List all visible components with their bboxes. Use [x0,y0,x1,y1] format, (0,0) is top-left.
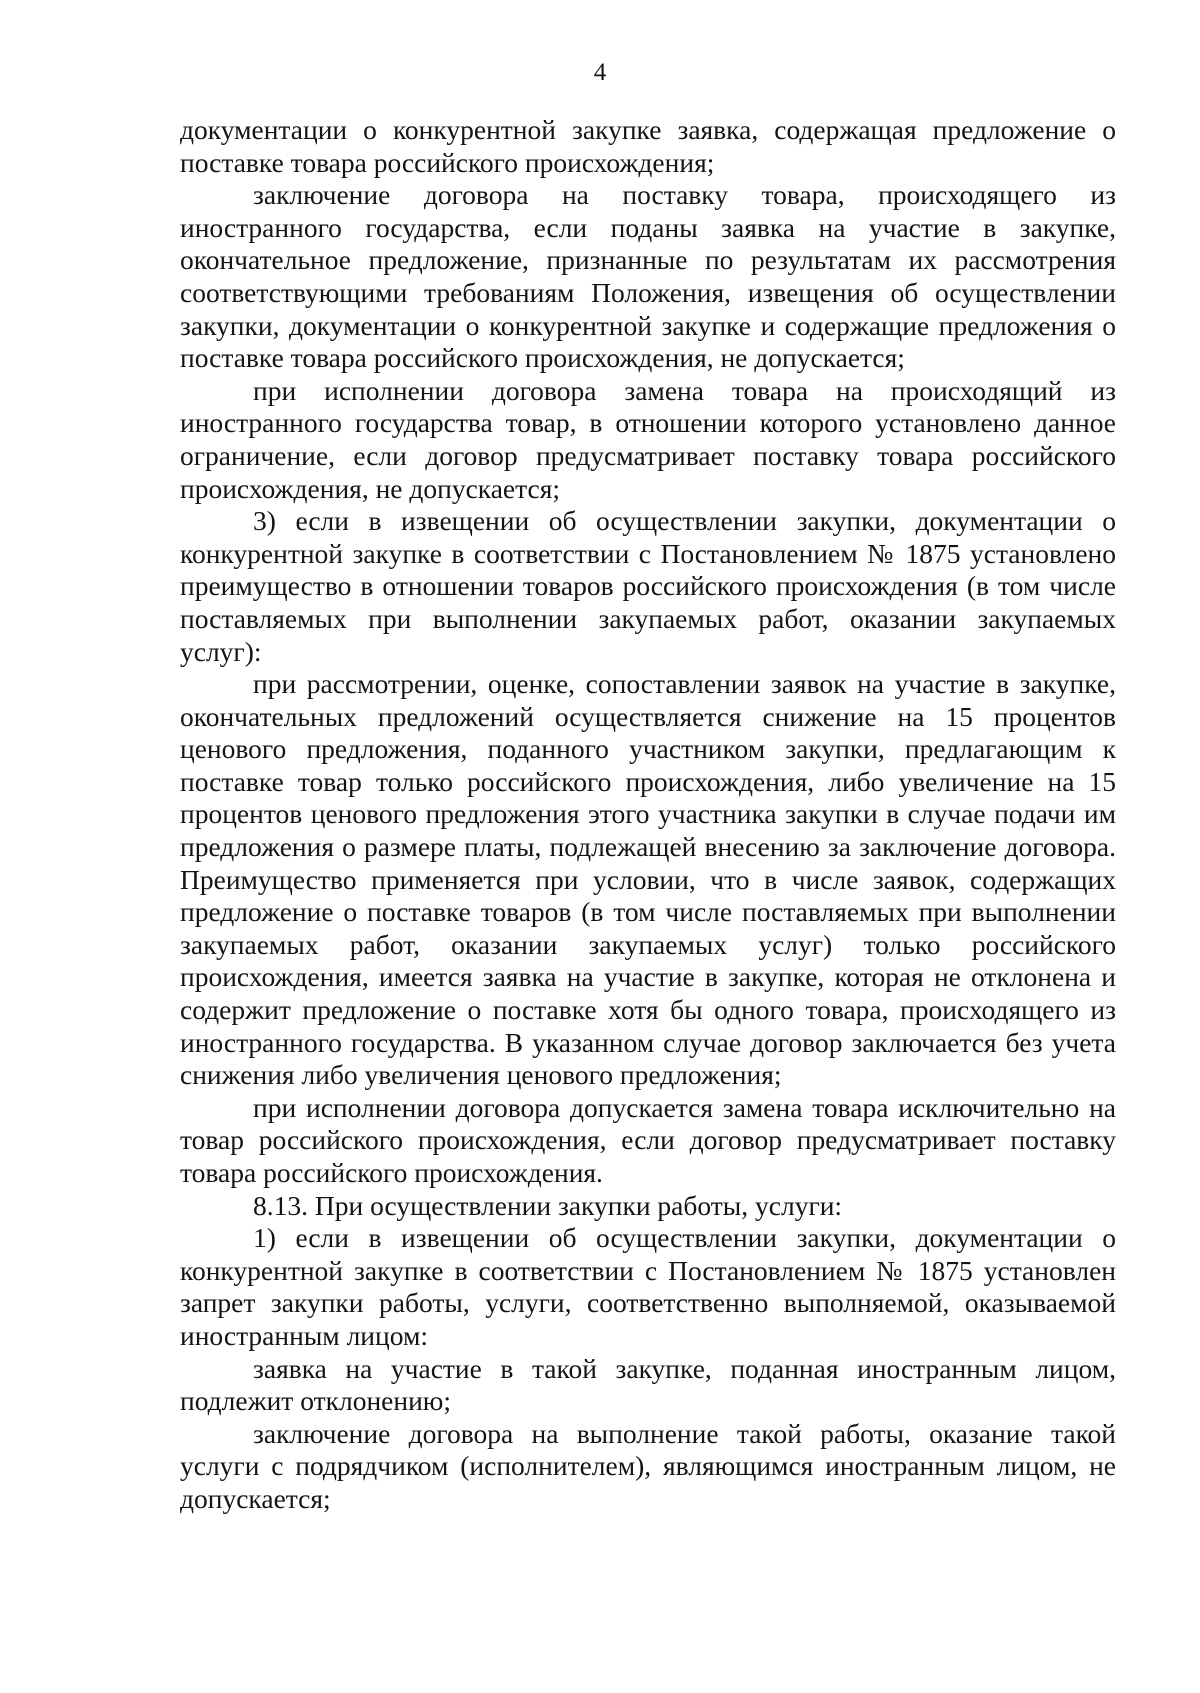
paragraph-foreign-goods-contract: заключение договора на поставку товара, происходящего из иностранного государства, если поданы заявка на участие в закупке, окончательное предложение, признанные по результатам их рассмотрения соответствующими требованиям Положения, извещения об осуществлении закупки, документации о конкурентной закупке и содержащие предложения о поставке товара российского происхождения, не допускается; [180,179,1116,374]
paragraph-item-3-preference: 3) если в извещении об осуществлении закупки, документации о конкурентной закупке в соответствии с Постановлением № 1875 установлено преимущество в отношении товаров российского происхождения (в том числе поставляемых при выполнении закупаемых работ, оказании закупаемых услуг): [180,505,1116,667]
page-number: 4 [593,59,607,86]
paragraph-price-reduction: при рассмотрении, оценке, сопоставлении заявок на участие в закупке, окончательных предложений осуществляется снижение на 15 процентов ценового предложения, поданного участником закупки, предлагающим к поставке товар только российского происхождения, либо увеличение на 15 процентов ценового предложения этого участника закупки в случае подачи им предложения о размере платы, подлежащей внесению за заключение договора. Преимущество применяется при условии, что в числе заявок, содержащих предложение о поставке товаров (в том числе поставляемых при выполнении закупаемых работ, оказании закупаемых услуг) только российского происхождения, имеется заявка на участие в закупке, которая не отклонена и содержит предложение о поставке хотя бы одного товара, происходящего из иностранного государства. В указанном случае договор заключается без учета снижения либо увеличения ценового предложения; [180,668,1116,1091]
paragraph-goods-replacement-allowed: при исполнении договора допускается замена товара исключительно на товар российского происхождения, если договор предусматривает поставку товара российского происхождения. [180,1091,1116,1188]
paragraph-section-8-13: 8.13. При осуществлении закупки работы, услуги: [253,1189,843,1221]
paragraph-application-rejection: заявка на участие в такой закупке, поданная иностранным лицом, подлежит отклонению; [180,1352,1116,1417]
document-body [180,114,1116,1516]
paragraph-continuation: документации о конкурентной закупке заявка, содержащая предложение о поставке товара российского происхождения; [180,114,1116,178]
paragraph-contract-not-allowed: заключение договора на выполнение такой работы, оказание такой услуги с подрядчиком (исполнителем), являющимся иностранным лицом, не допускается; [180,1417,1116,1514]
paragraph-goods-replacement-ban: при исполнении договора замена товара на происходящий из иностранного государства товар, в отношении которого установлено данное ограничение, если договор предусматривает поставку товара российского происхождения, не допускается; [180,374,1116,504]
paragraph-item-1-ban: 1) если в извещении об осуществлении закупки, документации о конкурентной закупке в соответствии с Постановлением № 1875 установлен запрет закупки работы, услуги, соответственно выполняемой, оказываемой иностранным лицом: [180,1222,1116,1351]
